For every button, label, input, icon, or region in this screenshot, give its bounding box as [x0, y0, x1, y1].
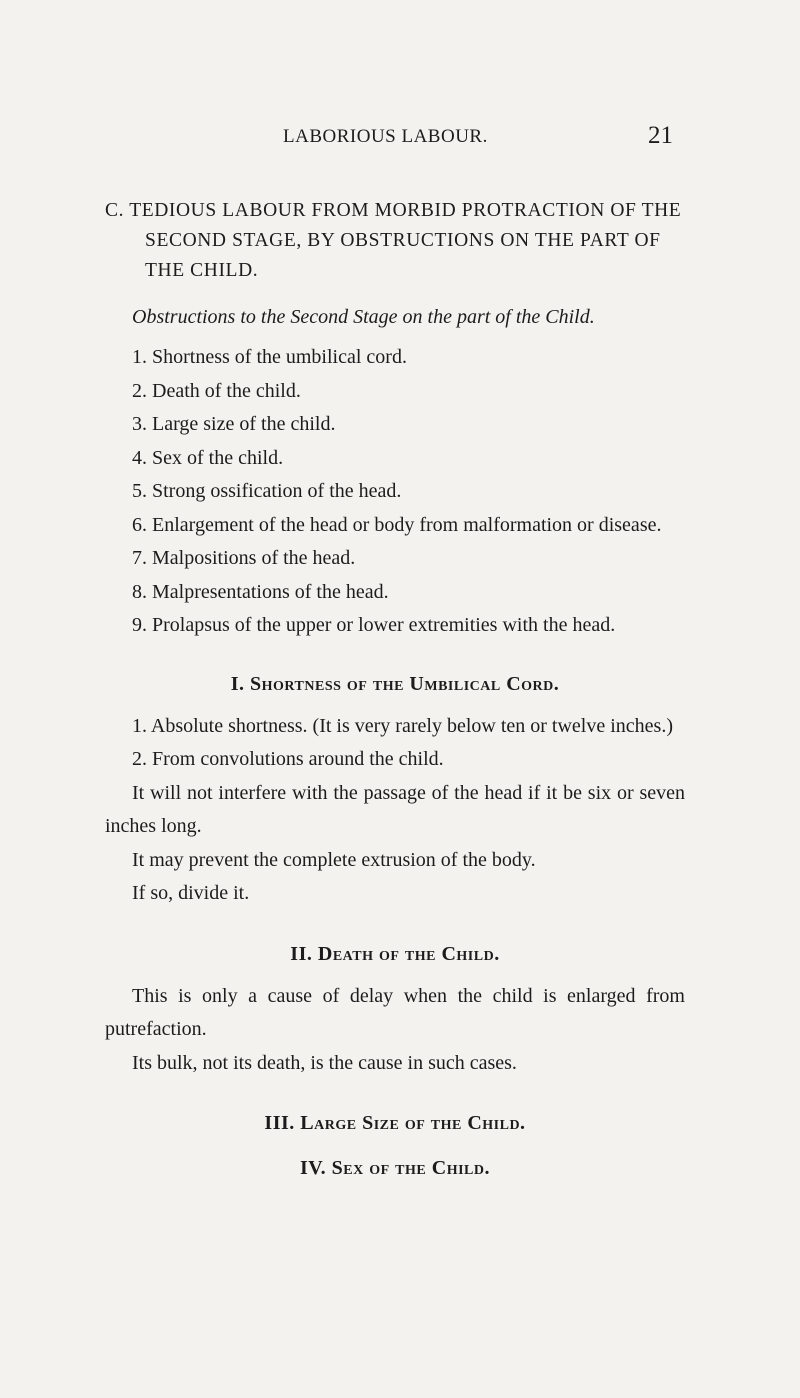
list-item: 3. Large size of the child. — [132, 413, 336, 435]
running-head — [0, 122, 800, 156]
list-item: 9. Prolapsus of the upper or lower extremities with the head. — [132, 614, 616, 636]
heading-numeral: III. — [264, 1112, 295, 1134]
list-item: 7. Malpositions of the head. — [132, 547, 356, 569]
heading-part-1 — [105, 673, 685, 696]
running-title: LABORIOUS LABOUR. — [283, 126, 488, 147]
paragraph: This is only a cause of delay when the child is enlarged from putrefaction. — [105, 984, 685, 1040]
section-subtitle: Obstructions to the Second Stage on the part of the Child. — [132, 306, 595, 328]
heading-text: Death of the Child. — [317, 942, 500, 965]
paragraph: 2. From convolutions around the child. — [132, 748, 444, 770]
paragraph: It may prevent the complete extrusion of the body. — [132, 848, 536, 871]
paragraph: If so, divide it. — [132, 882, 250, 904]
paragraph: It will not interfere with the passage of the head if it be six or seven inches long. — [105, 781, 685, 837]
paragraph: 1. Absolute shortness. (It is very rarely below ten or twelve inches.) — [132, 714, 673, 737]
heading-numeral: IV. — [300, 1157, 327, 1179]
list-item: 1. Shortness of the umbilical cord. — [132, 346, 407, 368]
heading-numeral: I. — [230, 672, 245, 695]
list-item: 5. Strong ossification of the head. — [132, 480, 402, 502]
heading-text: Large Size of the Child. — [300, 1112, 526, 1134]
page-content — [105, 196, 685, 1180]
heading-numeral: II. — [290, 942, 313, 965]
section-title: C. TEDIOUS LABOUR FROM MORBID PROTRACTION OF THE SECOND STAGE, BY OBSTRUCTIONS ON THE PART OF THE CHILD. — [105, 200, 682, 281]
obstruction-list — [105, 341, 685, 643]
heading-text: Sex of the Child. — [331, 1157, 490, 1179]
list-item: 2. Death of the child. — [132, 379, 301, 402]
list-item: 4. Sex of the child. — [132, 446, 284, 469]
list-item: 6. Enlargement of the head or body from malformation or disease. — [132, 513, 662, 536]
heading-text: Shortness of the Umbilical Cord. — [250, 672, 560, 695]
heading-part-4 — [105, 1157, 685, 1180]
heading-part-3 — [105, 1112, 685, 1135]
heading-part-2 — [105, 943, 685, 966]
paragraph: Its bulk, not its death, is the cause in such cases. — [132, 1051, 517, 1074]
list-item: 8. Malpresentations of the head. — [132, 580, 389, 603]
page-number: 21 — [648, 122, 673, 149]
